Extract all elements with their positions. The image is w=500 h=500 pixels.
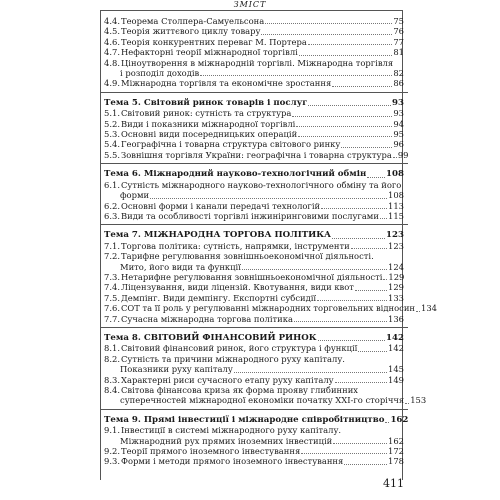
toc-entry-page: 129 — [388, 282, 404, 293]
toc-entry-page: 93 — [392, 97, 404, 108]
toc-entry-page: 93 — [393, 108, 404, 119]
toc-entry-page: 95 — [393, 129, 404, 140]
toc-entry-page: 75 — [393, 16, 404, 26]
toc-leader-dots — [308, 105, 391, 106]
toc-entry-title: Світова фінансова криза як форма прояву глибинних — [121, 385, 359, 395]
toc-entry-title: Торгова політика: сутність, напрямки, інструменти — [121, 240, 350, 251]
toc-entry-title: Світовий ринок: сутність та структура — [121, 108, 292, 119]
toc-entry-title: Теорема Столпера-Самуельсона — [121, 16, 265, 26]
toc-leader-dots — [321, 208, 387, 209]
toc-entry-page: 153 — [410, 395, 427, 406]
toc-entry-page: 81 — [393, 47, 404, 58]
toc-entry[interactable] — [104, 16, 404, 26]
section-divider — [100, 327, 408, 328]
toc-leader-dots — [299, 55, 393, 56]
toc-entry[interactable] — [104, 211, 404, 221]
toc-entry[interactable] — [104, 139, 404, 149]
toc-entry-title: Тема 5. Світовий ринок товарів і послуг — [104, 97, 308, 108]
toc-entry-number: 7.7. — [104, 313, 120, 324]
toc-theme-entry[interactable] — [104, 169, 404, 179]
toc-entry-page: 134 — [421, 303, 438, 314]
toc-leader-dots — [380, 218, 387, 219]
toc-entry-number: 9.3. — [104, 456, 120, 467]
toc-entry-page: 145 — [388, 364, 404, 375]
toc-entry-page: 99 — [397, 149, 409, 160]
toc-leader-dots — [150, 198, 387, 199]
toc-entry-title: Теорії прямого іноземного інвестування — [121, 446, 301, 457]
toc-entry[interactable] — [104, 78, 404, 88]
toc-leader-dots — [358, 351, 387, 352]
toc-entry-number: 8.4. — [104, 385, 120, 395]
toc-leader-dots — [318, 340, 385, 341]
toc-entry-number: 5.3. — [104, 129, 120, 140]
toc-leader-dots — [317, 300, 387, 301]
toc-entry[interactable] — [104, 303, 438, 314]
toc-entry-number: 5.4. — [104, 139, 120, 150]
toc-leader-dots — [341, 147, 392, 148]
toc-entry-number: 4.7. — [104, 47, 120, 58]
toc-theme-entry[interactable] — [104, 98, 404, 108]
toc-entry-title: Показники руху капіталу — [120, 364, 233, 375]
toc-entry-title: Тема 8. СВІТОВИЙ ФІНАНСОВИЙ РИНОК — [104, 332, 317, 343]
toc-entry-number: 8.3. — [104, 374, 120, 385]
section-divider — [100, 224, 408, 225]
page-number: 411 — [383, 477, 404, 490]
toc-entry-title: Характерні риси сучасного етапу руху капіталу — [121, 374, 334, 385]
toc-entry-page: 76 — [393, 26, 404, 37]
toc-leader-dots — [332, 86, 392, 87]
toc-theme-entry[interactable] — [104, 414, 409, 425]
toc-leader-dots — [292, 116, 392, 117]
toc-leader-dots — [308, 44, 392, 45]
toc-entry-page: 129 — [388, 271, 405, 282]
toc-entry[interactable] — [104, 58, 404, 68]
toc-entry-title: Ліцензування, види ліцензій. Квотування, види квот — [121, 282, 354, 293]
toc-entry[interactable] — [104, 108, 404, 118]
toc-entry-page: 123 — [388, 240, 404, 251]
toc-entry-title: Міжнародний рух прямих іноземних інвестицій — [120, 435, 333, 446]
toc-entry[interactable] — [104, 354, 404, 364]
toc-entry-page: 142 — [388, 343, 404, 354]
toc-entry-page: 124 — [388, 261, 404, 272]
toc-entry-page: 108 — [388, 190, 404, 201]
toc-entry-number: 7.5. — [104, 292, 120, 303]
toc-leader-dots — [355, 290, 387, 291]
toc-entry[interactable] — [104, 375, 404, 385]
toc-entry-title: Зовнішня торгівля України: географічна і товарна структура — [121, 149, 392, 160]
toc-leader-dots — [335, 382, 387, 383]
toc-theme-entry[interactable] — [104, 333, 404, 343]
toc-entry-page: 123 — [386, 230, 404, 241]
table-of-contents — [104, 16, 438, 467]
toc-entry-page: 82 — [393, 68, 404, 79]
toc-entry[interactable] — [104, 364, 404, 374]
toc-entry-title: Міжнародна торгівля та економічне зростання — [121, 78, 332, 89]
toc-entry-page: 172 — [388, 446, 404, 457]
toc-entry-number: 4.6. — [104, 36, 120, 47]
toc-entry[interactable] — [104, 436, 404, 446]
toc-entry-title: форми — [120, 190, 150, 201]
toc-entry-title: Основні види посередницьких операцій — [121, 129, 298, 140]
toc-entry[interactable] — [104, 446, 404, 456]
toc-entry-title: Тема 6. Міжнародний науково-технологічний обмін — [104, 169, 367, 180]
toc-entry-title: Тарифне регулювання зовнішньоекономічної діяльності. — [121, 251, 374, 262]
toc-entry-title: Світовий фінансовий ринок, його структура і функції — [121, 343, 358, 354]
toc-entry-title: Основні форми і канали передачі технологій — [121, 200, 321, 211]
toc-entry[interactable] — [104, 37, 404, 47]
toc-entry-title: і розподіл доходів — [120, 68, 200, 79]
toc-entry-title: Демпінг. Види демпінгу. Експортні субсидії — [121, 292, 317, 303]
toc-entry[interactable] — [104, 190, 404, 200]
toc-entry-page: 96 — [393, 139, 404, 150]
section-divider — [100, 409, 408, 410]
toc-entry-number: 7.4. — [104, 282, 120, 293]
toc-leader-dots — [383, 279, 387, 280]
toc-entry-title: Теорія життєвого циклу товару — [121, 26, 261, 37]
toc-entry-page: 133 — [388, 292, 404, 303]
toc-leader-dots — [393, 157, 397, 158]
toc-entry-title: Нефакторні теорії міжнародної торгівлі — [121, 47, 298, 58]
toc-leader-dots — [294, 321, 387, 322]
toc-entry[interactable] — [104, 251, 404, 261]
toc-entry-number: 5.5. — [104, 149, 120, 160]
toc-theme-entry[interactable] — [104, 230, 404, 240]
toc-leader-dots — [200, 75, 392, 76]
toc-entry-number: 4.5. — [104, 26, 120, 37]
toc-entry-number: 7.3. — [104, 271, 120, 282]
toc-entry-title: Мито, його види та функції — [120, 261, 241, 272]
toc-leader-dots — [298, 136, 392, 137]
toc-entry-number: 9.2. — [104, 446, 120, 457]
toc-entry[interactable] — [104, 262, 404, 272]
toc-entry-title: Теорія конкурентних переваг М. Портера — [121, 36, 307, 47]
toc-entry-number: 4.8. — [104, 57, 120, 68]
toc-entry-page: 162 — [388, 435, 404, 446]
toc-entry-page: 86 — [393, 78, 404, 89]
toc-entry-page: 136 — [388, 313, 404, 324]
toc-entry-number: 9.1. — [104, 425, 120, 436]
toc-entry-number: 7.2. — [104, 251, 120, 262]
toc-entry-title: Тема 7. МІЖНАРОДНА ТОРГОВА ПОЛІТИКА — [104, 230, 332, 241]
toc-entry-number: 7.6. — [104, 303, 120, 314]
toc-entry[interactable] — [104, 129, 404, 139]
toc-entry-title: Тема 9. Прямі інвестиції і міжнародне співробітництво — [104, 414, 385, 425]
toc-leader-dots — [405, 403, 409, 404]
toc-entry-title: Нетарифне регулювання зовнішньоекономічної діяльності — [121, 271, 383, 282]
toc-entry-title: Сутність та причини міжнародного руху капіталу. — [121, 353, 345, 364]
toc-entry[interactable] — [104, 149, 409, 160]
toc-entry-number: 4.4. — [104, 16, 120, 26]
toc-entry-title: Ціноутворення в міжнародній торгівлі. Міжнародна торгівля — [121, 57, 394, 68]
toc-leader-dots — [332, 238, 385, 239]
toc-entry-page: 108 — [386, 169, 404, 180]
toc-entry-page: 115 — [388, 210, 404, 221]
toc-entry-number: 7.1. — [104, 240, 120, 251]
toc-entry-page: 162 — [390, 414, 409, 425]
toc-entry-page: 178 — [388, 456, 404, 467]
toc-entry-number: 6.2. — [104, 200, 120, 211]
toc-leader-dots — [333, 443, 387, 444]
toc-leader-dots — [385, 422, 389, 423]
section-divider — [100, 163, 408, 164]
toc-entry-number: 6.1. — [104, 179, 120, 190]
toc-entry[interactable] — [104, 180, 404, 190]
toc-leader-dots — [296, 126, 392, 127]
toc-entry[interactable] — [104, 395, 427, 406]
toc-entry-number: 8.1. — [104, 343, 120, 354]
running-header: ЗМІСТ — [233, 0, 267, 9]
toc-entry-number: 5.2. — [104, 118, 120, 129]
toc-entry-title: Види та особливості торгівлі інжиніринговими послугами — [121, 210, 379, 221]
toc-entry[interactable] — [104, 293, 404, 303]
toc-entry[interactable] — [104, 385, 404, 395]
toc-entry-number: 8.2. — [104, 353, 120, 364]
toc-leader-dots — [416, 311, 420, 312]
toc-entry[interactable] — [104, 241, 404, 251]
toc-entry-title: Географічна і товарна структура світового ринку — [121, 139, 341, 150]
toc-entry[interactable] — [104, 68, 404, 78]
toc-entry-number: 5.1. — [104, 108, 120, 119]
toc-leader-dots — [367, 177, 385, 178]
toc-entry-title: Сучасна міжнародна торгова політика — [121, 313, 293, 324]
toc-leader-dots — [261, 34, 392, 35]
toc-entry[interactable] — [104, 201, 404, 211]
toc-leader-dots — [265, 23, 392, 24]
toc-entry-number: 6.3. — [104, 210, 120, 221]
toc-entry-page: 113 — [388, 200, 404, 211]
toc-entry-page: 142 — [386, 332, 404, 343]
toc-entry[interactable] — [104, 314, 404, 324]
toc-leader-dots — [351, 248, 387, 249]
toc-leader-dots — [242, 269, 387, 270]
toc-entry[interactable] — [104, 119, 404, 129]
toc-entry-page: 77 — [393, 36, 404, 47]
toc-entry[interactable] — [104, 425, 404, 435]
section-divider — [100, 92, 408, 93]
toc-entry-title: СОТ та її роль у регулюванні міжнародних торговельних відносин — [121, 303, 416, 314]
toc-entry-title: Види і показники міжнародної торгівлі — [121, 118, 296, 129]
toc-entry[interactable] — [104, 26, 404, 36]
toc-entry-title: Сутність міжнародного науково-технологічного обміну та його — [121, 179, 402, 190]
toc-leader-dots — [234, 372, 387, 373]
toc-entry-title: Форми і методи прямого іноземного інвестування — [121, 456, 344, 467]
toc-entry[interactable] — [104, 47, 404, 57]
toc-entry-title: суперечностей міжнародної економіки початку XXI-го сторіччя — [120, 395, 405, 406]
toc-entry[interactable] — [104, 272, 404, 282]
toc-entry-page: 94 — [393, 118, 404, 129]
toc-entry-number: 4.9. — [104, 78, 120, 89]
toc-entry[interactable] — [104, 282, 404, 292]
toc-leader-dots — [301, 453, 387, 454]
toc-entry-page: 149 — [388, 374, 404, 385]
toc-entry-title: Інвестиції в системі міжнародного руху капіталу. — [121, 425, 342, 436]
toc-entry[interactable] — [104, 343, 404, 353]
toc-entry[interactable] — [104, 456, 404, 466]
toc-leader-dots — [344, 464, 387, 465]
